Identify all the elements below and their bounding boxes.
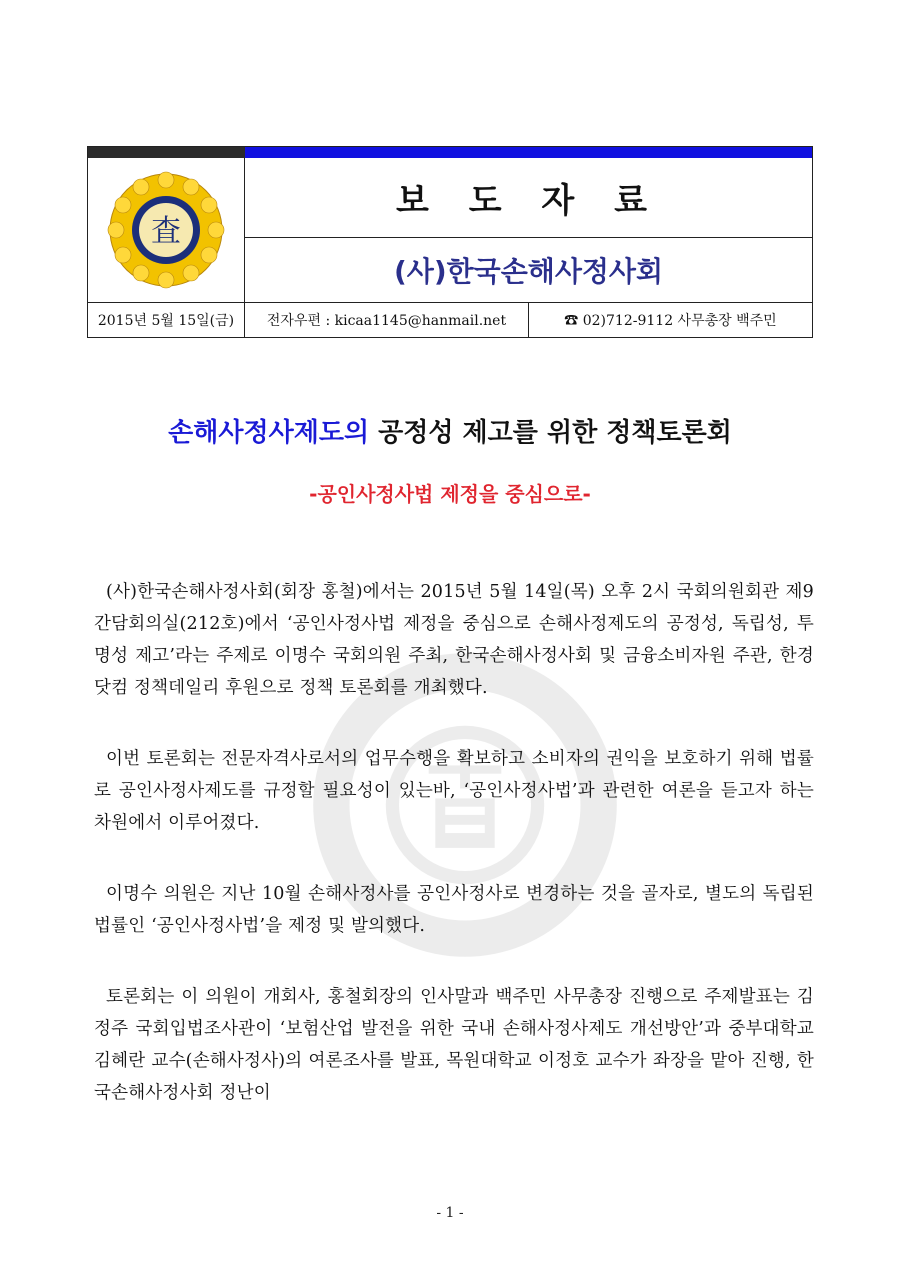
paragraph-4: 토론회는 이 의원이 개회사, 홍철회장의 인사말과 백주민 사무총장 진행으로 주제발표는 김정주 국회입법조사관이 ‘보험산업 발전을 위한 국내 손해사정사제도 개선방안’과 중부대학교 김혜란 교수(손해사정사)의 여론조사를 발표, 목원대학교 이정호 교수가 좌장을 맡아 진행, 한국손해사정사회 정난이 xyxy=(94,987,814,1103)
headline-highlight: 손해사정사제도의 xyxy=(168,418,370,448)
logo-glyph: 査 xyxy=(151,214,181,249)
page-number: - 1 - xyxy=(436,1205,464,1221)
header-bar-dark xyxy=(88,147,245,158)
paragraph-3: 이명수 의원은 지난 10월 손해사정사를 공인사정사로 변경하는 것을 골자로, 별도의 독립된 법률인 ‘공인사정사법’을 제정 및 발의했다. xyxy=(94,884,814,936)
paragraph-1: (사)한국손해사정사회(회장 홍철)에서는 2015년 5월 14일(목) 오후 2시 국회의원회관 제9간담회의실(212호)에서 ‘공인사정사법 제정을 중심으로 손해사정제도의 공정성, 독립성, 투명성 제고’라는 주제로 이명수 국회의원 주최, 한국손해사정사회 및 금융소비자원 주관, 한경닷컴 정책데일리 후원으로 정책 토론회를 개최했다. xyxy=(94,582,814,698)
logo-cell xyxy=(88,158,245,302)
press-release-header xyxy=(87,146,813,338)
organization-name: (사)한국손해사정사회 xyxy=(393,255,664,288)
contact-email: 전자우편 : kicaa1145@hanmail.net xyxy=(245,303,529,337)
subheadline: -공인사정사법 제정을 중심으로- xyxy=(309,482,591,506)
association-logo xyxy=(106,170,226,290)
headline xyxy=(0,412,900,449)
paragraph-2: 이번 토론회는 전문자격사로서의 업무수행을 확보하고 소비자의 권익을 보호하기 위해 법률로 공인사정사제도를 규정할 필요성이 있는바, ‘공인사정사법’과 관련한 여론을 듣고자 하는 차원에서 이루어졌다. xyxy=(94,749,814,833)
contact-phone: ☎ 02)712-9112 사무총장 백주민 xyxy=(564,313,777,329)
headline-rest: 공정성 제고를 위한 정책토론회 xyxy=(369,418,732,448)
article-body xyxy=(94,576,814,1148)
header-bar-blue xyxy=(245,147,812,158)
org-cell xyxy=(245,238,812,302)
contact-info-row xyxy=(88,302,812,337)
title-cell xyxy=(245,158,812,238)
release-date: 2015년 5월 15일(금) xyxy=(88,303,245,337)
document-title: 보 도 자 료 xyxy=(396,181,661,221)
